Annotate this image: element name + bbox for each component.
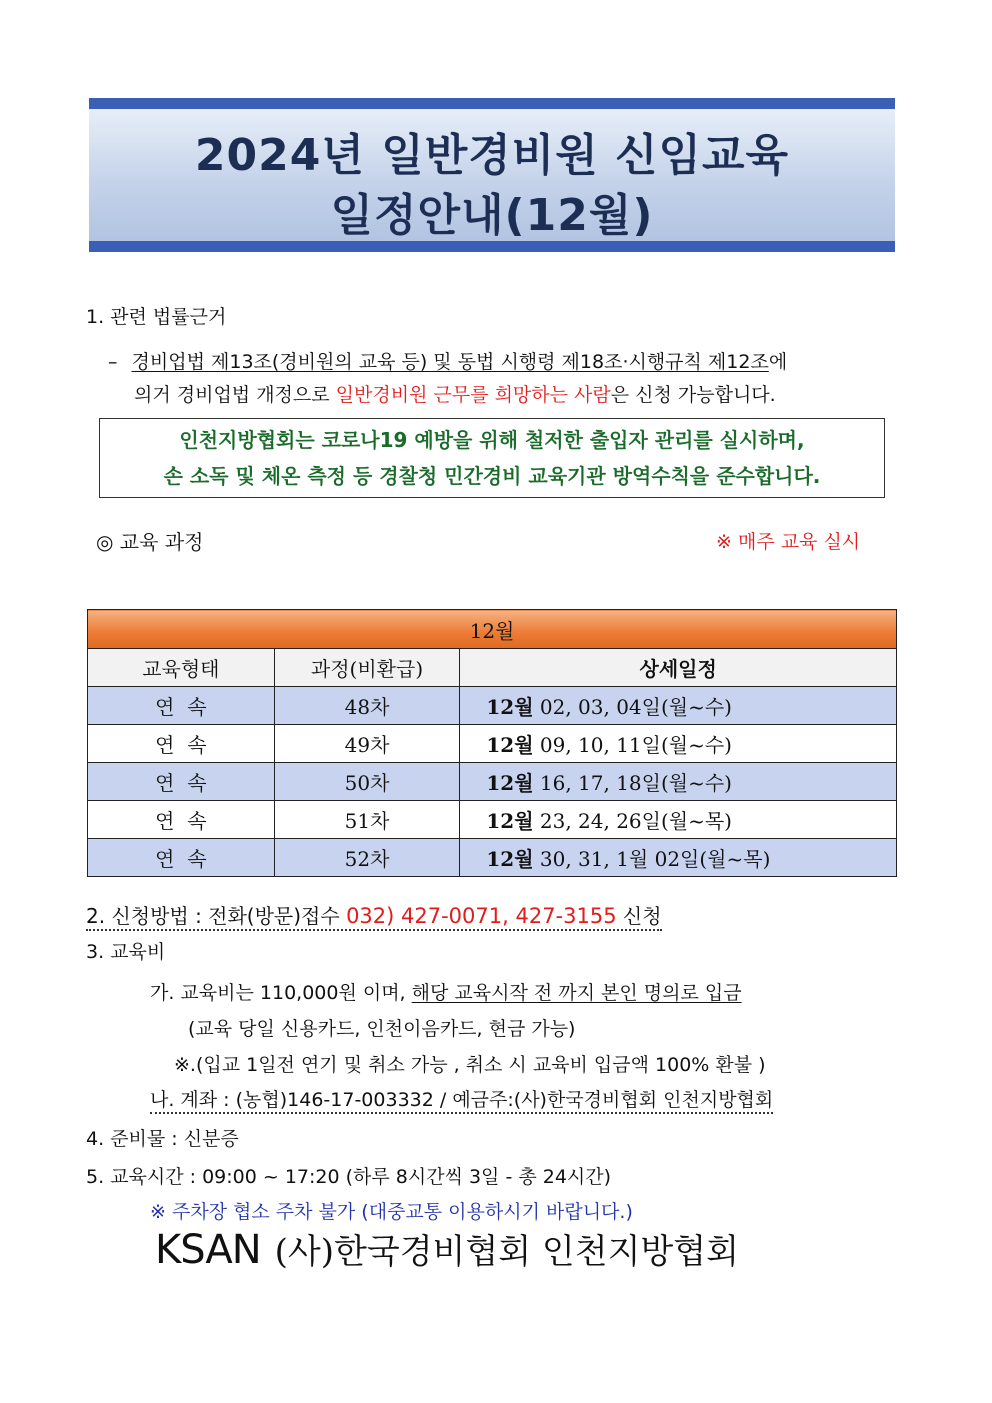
row-dates: 30, 31, 1월 02일(월~목) <box>533 847 771 871</box>
weekly-note: ※ 매주 교육 실시 <box>716 531 861 553</box>
section5-hours: 5. 교육시간 : 09:00 ~ 17:20 (하루 8시간씩 3일 - 총 24시간) <box>86 1166 612 1188</box>
table-row <box>88 763 897 801</box>
payment-methods: (교육 당일 신용카드, 인천이음카드, 현금 가능) <box>188 1018 576 1040</box>
course-label: ◎ 교육 과정 <box>96 530 204 554</box>
section1-heading: 1. 관련 법률근거 <box>86 306 227 328</box>
fee-line <box>150 978 742 1005</box>
law-reference: 경비업법 제13조(경비원의 교육 등) 및 동법 시행령 제18조·시행규칙 제12조 <box>131 351 769 373</box>
header-detail: 상세일정 <box>460 649 897 687</box>
month-cell: 12월 <box>88 610 897 649</box>
row-month: 12월 <box>486 809 534 833</box>
law-suffix: 에 <box>768 351 788 373</box>
section2-apply <box>86 900 662 929</box>
law-line2-suffix: 은 신청 가능합니다. <box>610 384 776 406</box>
row-detail <box>460 725 897 763</box>
row-detail <box>460 687 897 725</box>
row-type: 연 속 <box>88 687 275 725</box>
apply-suffix: 신청 <box>616 904 662 928</box>
title-line-1: 2024년 일반경비원 신임교육 <box>194 130 790 181</box>
row-detail <box>460 839 897 877</box>
row-detail <box>460 763 897 801</box>
notice-line-1: 인천지방협회는 코로나19 예방을 위해 철저한 출입자 관리를 실시하며, <box>179 428 805 452</box>
row-type: 연 속 <box>88 801 275 839</box>
header-type: 교육형태 <box>88 649 275 687</box>
law-line-2 <box>134 380 776 407</box>
row-type: 연 속 <box>88 725 275 763</box>
schedule-table <box>87 609 897 877</box>
refund-policy: ※.(입교 1일전 연기 및 취소 가능 , 취소 시 교육비 입금액 100% 환불 ) <box>174 1054 766 1076</box>
row-detail <box>460 801 897 839</box>
column-header-row <box>88 649 897 687</box>
table-row <box>88 725 897 763</box>
bank-account <box>150 1085 773 1112</box>
covid-notice-box <box>99 418 885 498</box>
row-course: 50차 <box>274 763 460 801</box>
table-row <box>88 687 897 725</box>
row-month: 12월 <box>486 733 534 757</box>
title-line-2: 일정안내(12월) <box>330 190 654 241</box>
header-course: 과정(비환급) <box>274 649 460 687</box>
row-dates: 16, 17, 18일(월~수) <box>533 771 732 795</box>
row-course: 48차 <box>274 687 460 725</box>
row-course: 51차 <box>274 801 460 839</box>
law-line2-prefix: 의거 경비업법 개정으로 <box>134 384 336 406</box>
title-banner <box>89 98 895 252</box>
apply-line <box>86 904 662 931</box>
row-dates: 02, 03, 04일(월~수) <box>533 695 732 719</box>
fee-prefix: 가. 교육비는 110,000원 이며, <box>150 982 412 1004</box>
account-text: 나. 계좌 : (농협)146-17-003332 / 예금주:(사)한국경비협회 인천지방협회 <box>150 1089 773 1114</box>
apply-prefix: 2. 신청방법 : 전화(방문)접수 <box>86 904 347 928</box>
row-type: 연 속 <box>88 839 275 877</box>
row-course: 49차 <box>274 725 460 763</box>
table-row <box>88 839 897 877</box>
row-month: 12월 <box>486 847 534 871</box>
section4-supplies: 4. 준비물 : 신분증 <box>86 1128 239 1150</box>
section3-heading: 3. 교육비 <box>86 941 166 963</box>
table-row <box>88 801 897 839</box>
law-line2-highlight: 일반경비원 근무를 희망하는 사람 <box>335 384 611 406</box>
notice-line-2: 손 소독 및 체온 측정 등 경찰청 민간경비 교육기관 방역수칙을 준수합니다. <box>163 464 821 488</box>
row-month: 12월 <box>486 695 534 719</box>
apply-phone: 032) 427-0071, 427-3155 <box>346 904 617 928</box>
ksan-logo: KSAN <box>155 1227 261 1273</box>
law-dash: – <box>108 351 118 373</box>
fee-deadline: 해당 교육시작 전 까지 본인 명의로 입금 <box>411 982 742 1004</box>
row-dates: 09, 10, 11일(월~수) <box>533 733 732 757</box>
footer-logo <box>155 1224 739 1274</box>
parking-note: ※ 주차장 협소 주차 불가 (대중교통 이용하시기 바랍니다.) <box>150 1201 633 1223</box>
month-header-row <box>88 610 897 649</box>
org-name: (사)한국경비협회 인천지방협회 <box>274 1232 739 1272</box>
row-dates: 23, 24, 26일(월~목) <box>533 809 732 833</box>
row-course: 52차 <box>274 839 460 877</box>
row-type: 연 속 <box>88 763 275 801</box>
row-month: 12월 <box>486 771 534 795</box>
law-line-1 <box>108 347 787 374</box>
